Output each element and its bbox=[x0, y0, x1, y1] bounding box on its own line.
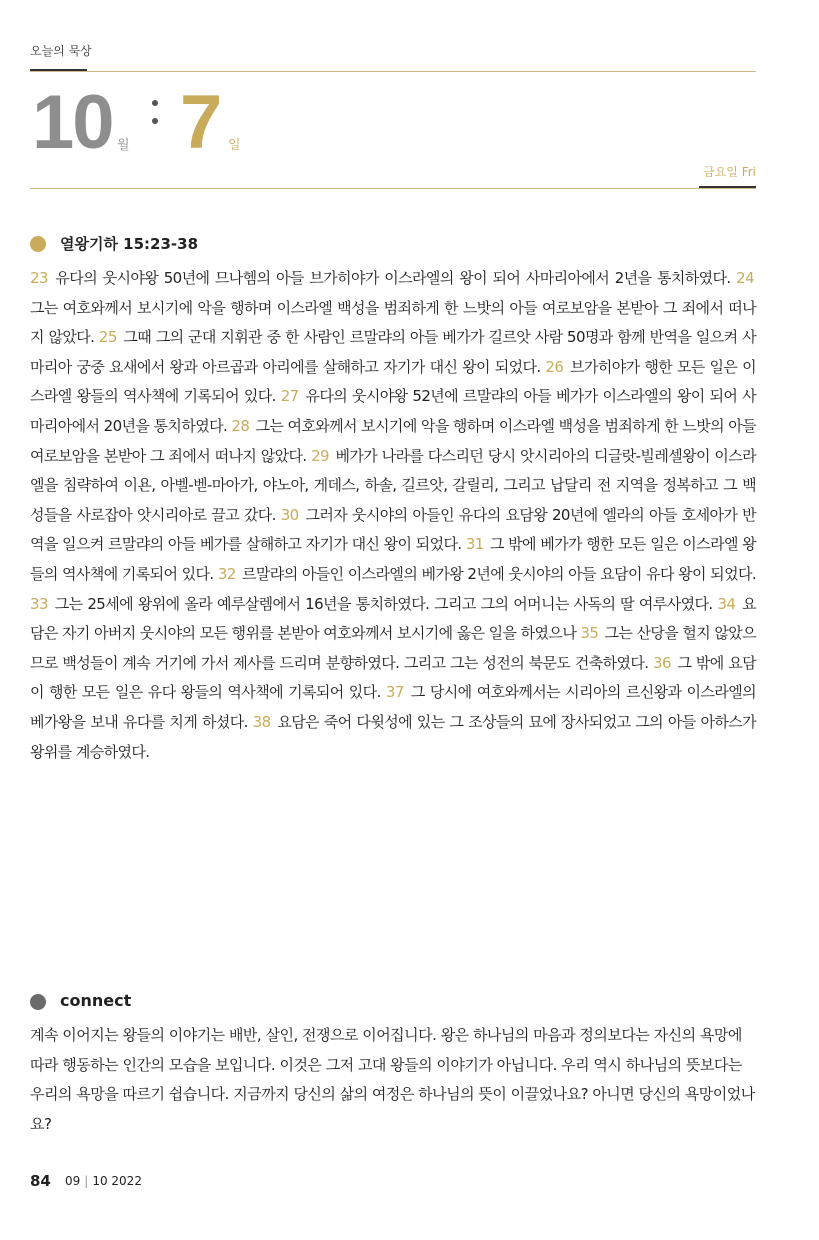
verse-number: 38 bbox=[252, 712, 271, 731]
verse-text: 그는 25세에 왕위에 올라 예루살렘에서 16년을 통치하였다. 그리고 그의 어머니는 사독의 딸 여루사였다. bbox=[54, 594, 713, 613]
date-divider bbox=[30, 188, 756, 189]
day-unit: 일 bbox=[228, 138, 241, 153]
verse-number: 33 bbox=[30, 594, 48, 613]
date-colon bbox=[152, 100, 158, 136]
issue-year: 10 2022 bbox=[92, 1174, 142, 1188]
connect-heading: connect bbox=[60, 991, 132, 1010]
verse-text: 그는 여호와께서 보시기에 악을 행하며 이스라엘 백성을 범죄하게 한 느밧의 아들 여로보암을 본받아 그 죄에서 떠나지 않았다. bbox=[30, 298, 756, 347]
issue-date bbox=[65, 1174, 142, 1188]
connect-text: 계속 이어지는 왕들의 이야기는 배반, 살인, 전쟁으로 이어집니다. 왕은 하나님의 마음과 정의보다는 자신의 욕망에 따라 행동하는 인간의 모습을 보입니다. 이것은 그저 고대 왕들의 이야기가 아닙니다. 우리 역시 하나님의 뜻보다는 우리의 욕망을 따르기 쉽습니다. 지금까지 당신의 삶의 여정은 하나님의 뜻이 이끌었나요? 아니면 당신의 욕망이었나요? bbox=[30, 1026, 755, 1133]
verse-number: 26 bbox=[545, 357, 564, 376]
top-divider bbox=[30, 71, 756, 72]
day-number: 7 bbox=[180, 80, 223, 165]
issue-separator: | bbox=[84, 1174, 89, 1188]
verse-number: 35 bbox=[580, 624, 599, 643]
verse-number: 24 bbox=[736, 269, 755, 287]
verse-text: 그때 그의 군대 지휘관 중 한 사람인 르말랴의 아들 베가가 길르앗 사람 50명과 함께 반역을 일으켜 사마리아 궁중 요새에서 왕과 아르곱과 아리에를 살해하고 자기가 대신 왕이 되었다. bbox=[30, 328, 757, 376]
verse-text: 베가가 나라를 다스리던 당시 앗시리아의 디글랏-빌레셀왕이 이스라엘을 침략하여 이욘, 아벨-벧-마아가, 야노아, 게데스, 하솔, 길르앗, 갈릴리, 그리고 납달리 전 지역을 정복하고 그 백성들을 사로잡아 앗시리아로 끌고 갔다. bbox=[30, 446, 757, 524]
verse-number: 30 bbox=[280, 505, 299, 524]
verse-number: 32 bbox=[217, 564, 236, 583]
verse-text: 유다의 웃시야왕 50년에 므나헴의 아들 브가히야가 이스라엘의 왕이 되어 사마리아에서 2년을 통치하였다. bbox=[55, 269, 731, 287]
verse-text: 유다의 웃시야왕 52년에 르말랴의 아들 베가가 이스라엘의 왕이 되어 사마리아에서 20년을 통치하였다. bbox=[30, 387, 756, 435]
verse-number: 25 bbox=[98, 328, 117, 347]
verse-text: 요담은 죽어 다윗성에 있는 그 조상들의 묘에 장사되었고 그의 아들 아하스가 왕위를 계승하였다. bbox=[30, 712, 757, 761]
scripture-text bbox=[30, 264, 756, 767]
verse-number: 37 bbox=[385, 683, 404, 702]
month-unit: 월 bbox=[117, 138, 130, 153]
verse bbox=[218, 565, 756, 583]
verse-text: 그는 산당을 헐지 않았으므로 백성들이 계속 거기에 가서 제사를 드리며 분향하였다. 그리고 그는 성전의 북문도 건축하였다. bbox=[30, 624, 757, 672]
verse-number: 23 bbox=[30, 269, 48, 287]
verse-text: 그 당시에 여호와께서는 시리아의 르신왕과 이스라엘의 베가왕을 보내 유다를 치게 하셨다. bbox=[30, 683, 756, 731]
section-label: 오늘의 묵상 bbox=[30, 44, 92, 58]
verse-number: 36 bbox=[653, 653, 671, 672]
connect-bullet-icon bbox=[30, 994, 46, 1010]
verse-text: 요담은 자기 아버지 웃시야의 모든 행위를 본받아 여호와께서 보시기에 옳은 일을 하였으나 bbox=[30, 594, 756, 643]
verse-text: 그 밖에 베가가 행한 모든 일은 이스라엘 왕들의 역사책에 기록되어 있다. bbox=[30, 535, 757, 583]
weekday-label: 금요일 Fri bbox=[703, 165, 756, 179]
verse-text: 르말랴의 아들인 이스라엘의 베가왕 2년에 웃시야의 아들 요담이 유다 왕이 되었다. bbox=[242, 564, 757, 583]
verse-number: 31 bbox=[465, 535, 484, 554]
reference-bullet-icon bbox=[30, 236, 46, 252]
verse bbox=[30, 595, 713, 613]
verse-number: 28 bbox=[231, 416, 250, 435]
verse-number: 34 bbox=[717, 594, 736, 613]
verse-text: 그 밖에 요담이 행한 모든 일은 유다 왕들의 역사책에 기록되어 있다. bbox=[30, 653, 756, 702]
verse-text: 그는 여호와께서 보시기에 악을 행하며 이스라엘 백성을 범죄하게 한 느밧의 아들 여로보암을 본받아 그 죄에서 떠나지 않았다. bbox=[30, 416, 757, 465]
verse-text: 그러자 웃시야의 아들인 유다의 요담왕 20년에 엘라의 아들 호세아가 반역을 일으켜 르말랴의 아들 베가를 살해하고 자기가 대신 왕이 되었다. bbox=[30, 505, 756, 554]
issue-month: 09 bbox=[65, 1174, 81, 1188]
verse bbox=[30, 269, 731, 287]
page-number: 84 bbox=[30, 1172, 51, 1190]
verse-number: 29 bbox=[311, 446, 329, 465]
month-number: 10 bbox=[32, 80, 113, 165]
scripture-reference: 열왕기하 15:23-38 bbox=[60, 235, 199, 253]
verse-number: 27 bbox=[280, 387, 299, 406]
verse-text: 브가히야가 행한 모든 일은 이스라엘 왕들의 역사책에 기록되어 있다. bbox=[30, 357, 757, 406]
